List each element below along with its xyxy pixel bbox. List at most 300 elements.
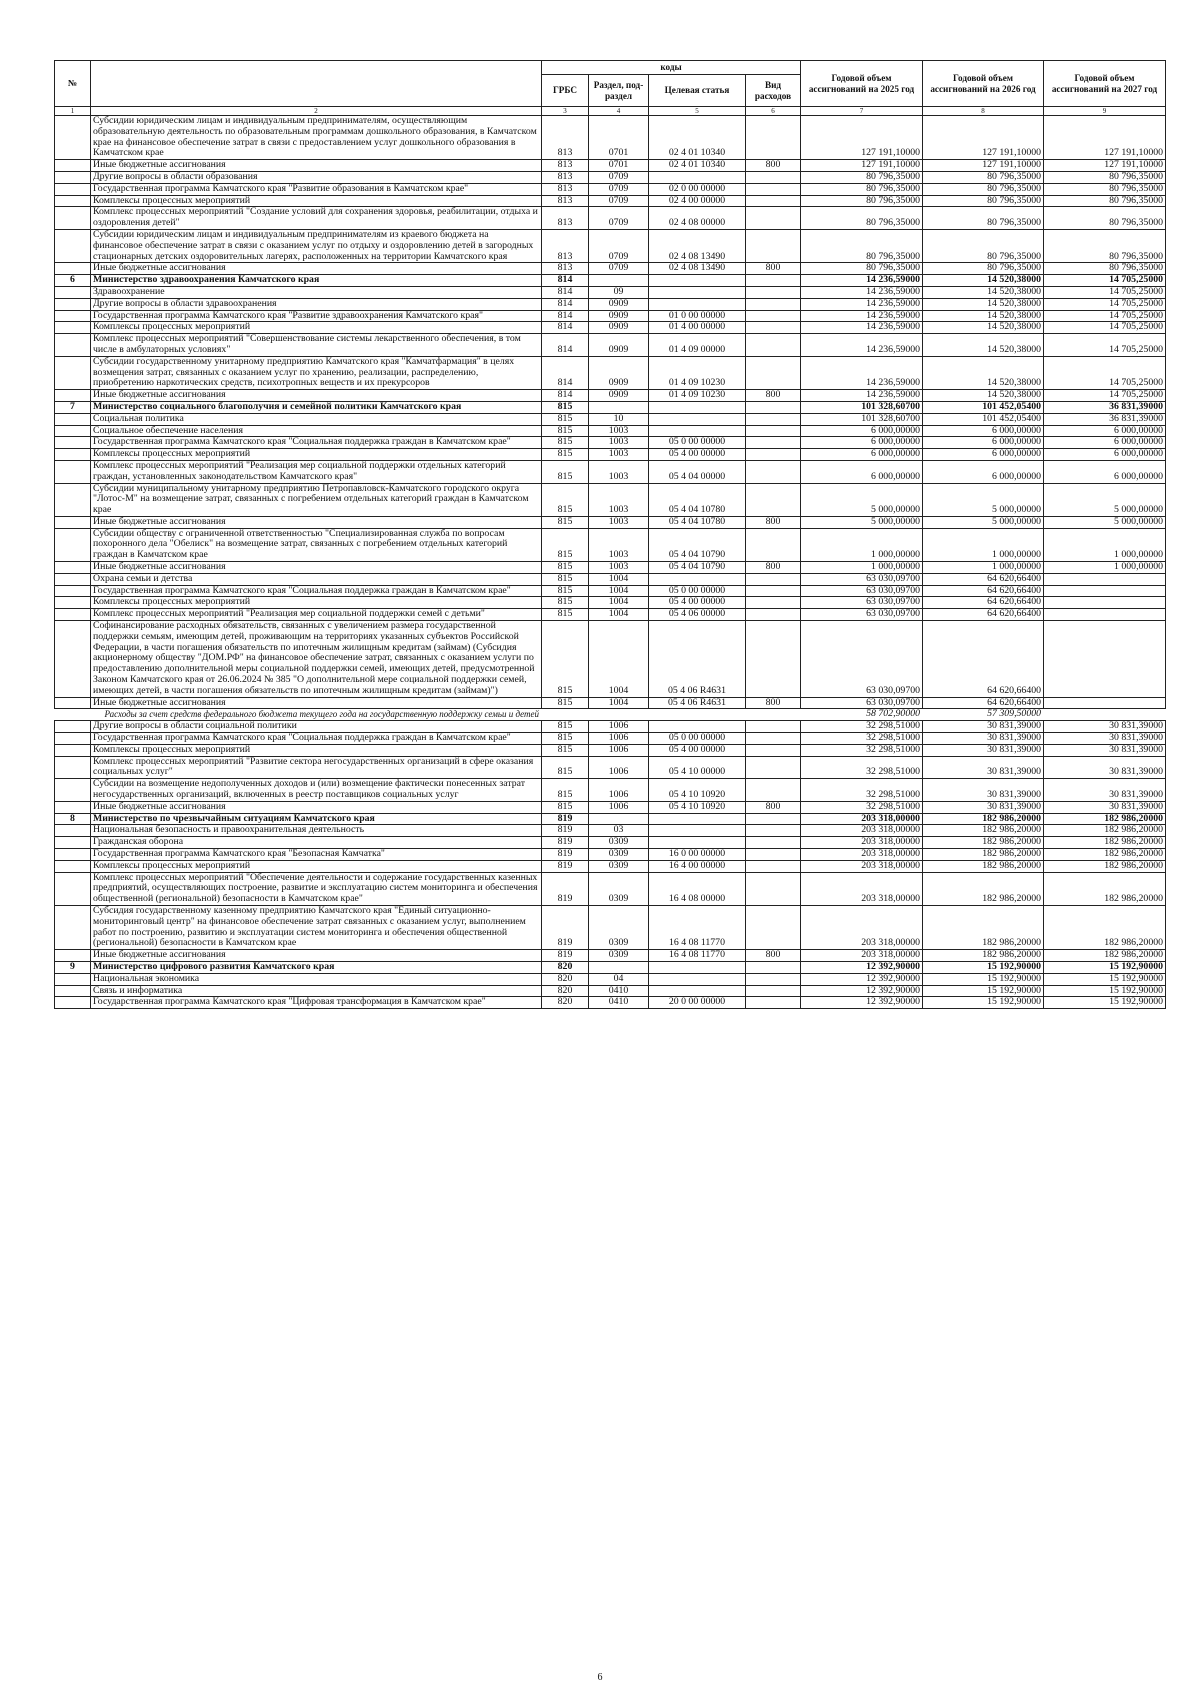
amount-2025: 6 000,00000 bbox=[801, 449, 923, 461]
razdel-code: 0909 bbox=[589, 356, 649, 389]
expense-type-code bbox=[746, 825, 801, 837]
header-2026: Годовой объем ассигнований на 2026 год bbox=[923, 61, 1044, 107]
item-name: Другие вопросы в области образования bbox=[91, 171, 542, 183]
item-name: Охрана семьи и детства bbox=[91, 573, 542, 585]
grbs-code: 819 bbox=[542, 837, 589, 849]
item-name: Субсидия государственному казенному предприятию Камчатского края "Единый ситуационно-мониторинговый центр" на финансовое обеспечение затрат связанных с оказанием услуг, выполнением работ по построению, развитию и эксплуатации систем мониторинга и обеспечения общественной (региональной) безопасности в Камчатском крае bbox=[91, 905, 542, 949]
col-index: 3 bbox=[542, 107, 589, 116]
target-article-code: 02 4 08 13490 bbox=[649, 263, 746, 275]
table-row bbox=[55, 573, 1166, 585]
razdel-code bbox=[589, 709, 649, 721]
razdel-code: 1006 bbox=[589, 744, 649, 756]
row-number bbox=[55, 413, 91, 425]
razdel-code: 10 bbox=[589, 413, 649, 425]
grbs-code: 815 bbox=[542, 483, 589, 516]
target-article-code: 05 4 10 10920 bbox=[649, 779, 746, 802]
target-article-code: 16 0 00 00000 bbox=[649, 849, 746, 861]
amount-2025: 14 236,59000 bbox=[801, 322, 923, 334]
table-row bbox=[55, 286, 1166, 298]
row-number bbox=[55, 849, 91, 861]
expense-type-code: 800 bbox=[746, 950, 801, 962]
item-name: Министерство по чрезвычайным ситуациям Камчатского края bbox=[91, 813, 542, 825]
target-article-code bbox=[649, 825, 746, 837]
target-article-code: 05 4 00 00000 bbox=[649, 449, 746, 461]
expense-type-code bbox=[746, 905, 801, 949]
row-number bbox=[55, 449, 91, 461]
expense-type-code: 800 bbox=[746, 801, 801, 813]
item-name: Комплексы процессных мероприятий bbox=[91, 744, 542, 756]
row-number bbox=[55, 837, 91, 849]
expense-type-code bbox=[746, 985, 801, 997]
amount-2027: 80 796,35000 bbox=[1044, 195, 1166, 207]
amount-2026: 1 000,00000 bbox=[923, 562, 1044, 574]
razdel-code: 1003 bbox=[589, 449, 649, 461]
table-row bbox=[55, 961, 1166, 973]
amount-2027: 6 000,00000 bbox=[1044, 449, 1166, 461]
row-number bbox=[55, 609, 91, 621]
amount-2025: 63 030,09700 bbox=[801, 609, 923, 621]
razdel-code: 1003 bbox=[589, 562, 649, 574]
amount-2026: 14 520,38000 bbox=[923, 356, 1044, 389]
grbs-code: 814 bbox=[542, 310, 589, 322]
row-number bbox=[55, 528, 91, 561]
expense-type-code bbox=[746, 997, 801, 1009]
item-name: Комплекс процессных мероприятий "Совершенствование системы лекарственного обеспечения, в том числе в амбулаторных условиях" bbox=[91, 334, 542, 357]
target-article-code bbox=[649, 286, 746, 298]
target-article-code bbox=[649, 413, 746, 425]
expense-type-code bbox=[746, 310, 801, 322]
amount-2025: 32 298,51000 bbox=[801, 733, 923, 745]
amount-2025: 101 328,60700 bbox=[801, 401, 923, 413]
item-name: Комплексы процессных мероприятий bbox=[91, 322, 542, 334]
expense-type-code bbox=[746, 744, 801, 756]
grbs-code: 813 bbox=[542, 116, 589, 160]
target-article-code bbox=[649, 721, 746, 733]
expense-type-code bbox=[746, 733, 801, 745]
amount-2026: 80 796,35000 bbox=[923, 183, 1044, 195]
expense-type-code bbox=[746, 779, 801, 802]
amount-2026: 64 620,66400 bbox=[923, 585, 1044, 597]
grbs-code: 815 bbox=[542, 744, 589, 756]
razdel-code: 0909 bbox=[589, 390, 649, 402]
target-article-code: 05 4 06 00000 bbox=[649, 609, 746, 621]
row-number bbox=[55, 860, 91, 872]
budget-table-sheet bbox=[54, 60, 1165, 1009]
row-number bbox=[55, 322, 91, 334]
grbs-code: 814 bbox=[542, 334, 589, 357]
target-article-code: 16 4 08 11770 bbox=[649, 950, 746, 962]
target-article-code: 05 4 04 10790 bbox=[649, 562, 746, 574]
grbs-code: 814 bbox=[542, 390, 589, 402]
razdel-code bbox=[589, 813, 649, 825]
amount-2027: 6 000,00000 bbox=[1044, 460, 1166, 483]
table-row bbox=[55, 697, 1166, 709]
row-number bbox=[55, 263, 91, 275]
row-number bbox=[55, 905, 91, 949]
amount-2027: 14 705,25000 bbox=[1044, 310, 1166, 322]
expense-type-code bbox=[746, 116, 801, 160]
table-row bbox=[55, 310, 1166, 322]
target-article-code bbox=[649, 171, 746, 183]
row-number bbox=[55, 756, 91, 779]
amount-2025: 12 392,90000 bbox=[801, 997, 923, 1009]
row-number bbox=[55, 621, 91, 698]
row-number bbox=[55, 573, 91, 585]
item-name: Государственная программа Камчатского края "Развитие здравоохранения Камчатского края" bbox=[91, 310, 542, 322]
amount-2027 bbox=[1044, 697, 1166, 709]
amount-2026: 30 831,39000 bbox=[923, 801, 1044, 813]
target-article-code: 01 4 09 10230 bbox=[649, 356, 746, 389]
target-article-code: 16 4 08 00000 bbox=[649, 872, 746, 905]
amount-2027: 1 000,00000 bbox=[1044, 562, 1166, 574]
row-number bbox=[55, 973, 91, 985]
row-number bbox=[55, 733, 91, 745]
amount-2027: 80 796,35000 bbox=[1044, 171, 1166, 183]
amount-2027: 182 986,20000 bbox=[1044, 905, 1166, 949]
target-article-code: 02 4 01 10340 bbox=[649, 160, 746, 172]
grbs-code: 820 bbox=[542, 997, 589, 1009]
grbs-code: 819 bbox=[542, 813, 589, 825]
amount-2025: 80 796,35000 bbox=[801, 195, 923, 207]
expense-type-code bbox=[746, 401, 801, 413]
grbs-code: 815 bbox=[542, 401, 589, 413]
header-2027: Годовой объем ассигнований на 2027 год bbox=[1044, 61, 1166, 107]
table-row bbox=[55, 425, 1166, 437]
row-number bbox=[55, 597, 91, 609]
row-number bbox=[55, 298, 91, 310]
amount-2027: 36 831,39000 bbox=[1044, 413, 1166, 425]
expense-type-code bbox=[746, 449, 801, 461]
expense-type-code bbox=[746, 621, 801, 698]
razdel-code bbox=[589, 275, 649, 287]
amount-2026: 14 520,38000 bbox=[923, 390, 1044, 402]
expense-type-code bbox=[746, 860, 801, 872]
row-number bbox=[55, 116, 91, 160]
table-row bbox=[55, 801, 1166, 813]
grbs-code: 815 bbox=[542, 585, 589, 597]
amount-2026: 14 520,38000 bbox=[923, 334, 1044, 357]
razdel-code: 1003 bbox=[589, 516, 649, 528]
amount-2026: 14 520,38000 bbox=[923, 286, 1044, 298]
header-statya: Целевая статья bbox=[649, 75, 746, 107]
grbs-code: 819 bbox=[542, 860, 589, 872]
amount-2027: 30 831,39000 bbox=[1044, 744, 1166, 756]
razdel-code: 0709 bbox=[589, 171, 649, 183]
razdel-code: 1004 bbox=[589, 697, 649, 709]
page-number: 6 bbox=[597, 1672, 603, 1683]
row-number: 9 bbox=[55, 961, 91, 973]
row-number bbox=[55, 207, 91, 230]
row-number bbox=[55, 460, 91, 483]
grbs-code: 815 bbox=[542, 562, 589, 574]
amount-2027: 14 705,25000 bbox=[1044, 322, 1166, 334]
grbs-code: 820 bbox=[542, 973, 589, 985]
target-article-code bbox=[649, 985, 746, 997]
item-name: Субсидии юридическим лицам и индивидуальным предпринимателям из краевого бюджета на финансовое обеспечение затрат в связи с оказанием услуг по отдыху и оздоровлению детей в загородных стационарных детских оздоровительных лагерях, расположенных на территории Камчатского края bbox=[91, 229, 542, 262]
amount-2026: 80 796,35000 bbox=[923, 229, 1044, 262]
razdel-code: 0309 bbox=[589, 905, 649, 949]
item-name: Комплекс процессных мероприятий "Развитие сектора негосударственных организаций в сфере оказания социальных услуг" bbox=[91, 756, 542, 779]
amount-2027: 14 705,25000 bbox=[1044, 275, 1166, 287]
amount-2025: 127 191,10000 bbox=[801, 116, 923, 160]
expense-type-code bbox=[746, 756, 801, 779]
amount-2025: 12 392,90000 bbox=[801, 961, 923, 973]
target-article-code: 16 4 00 00000 bbox=[649, 860, 746, 872]
col-index: 7 bbox=[801, 107, 923, 116]
razdel-code: 0701 bbox=[589, 160, 649, 172]
grbs-code: 814 bbox=[542, 298, 589, 310]
row-number bbox=[55, 562, 91, 574]
target-article-code: 01 4 09 10230 bbox=[649, 390, 746, 402]
expense-type-code bbox=[746, 813, 801, 825]
table-row bbox=[55, 756, 1166, 779]
amount-2026: 80 796,35000 bbox=[923, 195, 1044, 207]
grbs-code: 813 bbox=[542, 160, 589, 172]
razdel-code: 0909 bbox=[589, 298, 649, 310]
amount-2025: 80 796,35000 bbox=[801, 183, 923, 195]
target-article-code bbox=[649, 961, 746, 973]
amount-2025: 203 318,00000 bbox=[801, 872, 923, 905]
target-article-code: 05 4 04 00000 bbox=[649, 460, 746, 483]
expense-type-code bbox=[746, 356, 801, 389]
header-codes: коды bbox=[542, 61, 801, 75]
table-row bbox=[55, 872, 1166, 905]
razdel-code: 0709 bbox=[589, 207, 649, 230]
expense-type-code bbox=[746, 413, 801, 425]
row-number bbox=[55, 229, 91, 262]
expense-type-code: 800 bbox=[746, 562, 801, 574]
target-article-code: 05 4 04 10790 bbox=[649, 528, 746, 561]
amount-2025: 5 000,00000 bbox=[801, 483, 923, 516]
row-number bbox=[55, 697, 91, 709]
table-row bbox=[55, 207, 1166, 230]
row-number bbox=[55, 709, 91, 721]
item-name: Государственная программа Камчатского края "Социальная поддержка граждан в Камчатском крае" bbox=[91, 437, 542, 449]
amount-2025: 80 796,35000 bbox=[801, 207, 923, 230]
target-article-code: 05 4 10 10920 bbox=[649, 801, 746, 813]
table-row bbox=[55, 733, 1166, 745]
amount-2025: 14 236,59000 bbox=[801, 310, 923, 322]
amount-2027: 15 192,90000 bbox=[1044, 961, 1166, 973]
razdel-code bbox=[589, 961, 649, 973]
table-header bbox=[55, 61, 1166, 116]
grbs-code: 815 bbox=[542, 756, 589, 779]
amount-2027: 14 705,25000 bbox=[1044, 334, 1166, 357]
item-name: Субсидии муниципальному унитарному предприятию Петропавловск-Камчатского городского округа "Лотос-М" на возмещение затрат, связанных с погребением отдельных категорий граждан в Камчатском крае bbox=[91, 483, 542, 516]
target-article-code: 05 0 00 00000 bbox=[649, 585, 746, 597]
amount-2026: 182 986,20000 bbox=[923, 860, 1044, 872]
amount-2025: 14 236,59000 bbox=[801, 334, 923, 357]
grbs-code: 815 bbox=[542, 460, 589, 483]
table-row bbox=[55, 116, 1166, 160]
amount-2025: 127 191,10000 bbox=[801, 160, 923, 172]
amount-2025: 6 000,00000 bbox=[801, 460, 923, 483]
target-article-code bbox=[649, 275, 746, 287]
target-article-code: 05 4 00 00000 bbox=[649, 744, 746, 756]
target-article-code: 02 0 00 00000 bbox=[649, 183, 746, 195]
expense-type-code bbox=[746, 207, 801, 230]
expense-type-code: 800 bbox=[746, 697, 801, 709]
row-number bbox=[55, 872, 91, 905]
grbs-code: 815 bbox=[542, 609, 589, 621]
amount-2025: 203 318,00000 bbox=[801, 825, 923, 837]
row-number bbox=[55, 160, 91, 172]
amount-2025: 5 000,00000 bbox=[801, 516, 923, 528]
razdel-code: 1006 bbox=[589, 721, 649, 733]
amount-2027: 182 986,20000 bbox=[1044, 825, 1166, 837]
amount-2025: 203 318,00000 bbox=[801, 950, 923, 962]
amount-2025: 1 000,00000 bbox=[801, 528, 923, 561]
item-name: Комплекс процессных мероприятий "Создание условий для сохранения здоровья, реабилитации, отдыха и оздоровления детей" bbox=[91, 207, 542, 230]
item-name: Государственная программа Камчатского края "Развитие образования в Камчатском крае" bbox=[91, 183, 542, 195]
expense-type-code bbox=[746, 849, 801, 861]
amount-2026: 14 520,38000 bbox=[923, 310, 1044, 322]
amount-2027: 14 705,25000 bbox=[1044, 286, 1166, 298]
amount-2026: 14 520,38000 bbox=[923, 275, 1044, 287]
target-article-code bbox=[649, 298, 746, 310]
amount-2025: 14 236,59000 bbox=[801, 356, 923, 389]
amount-2026: 64 620,66400 bbox=[923, 573, 1044, 585]
amount-2025: 63 030,09700 bbox=[801, 697, 923, 709]
amount-2026: 6 000,00000 bbox=[923, 449, 1044, 461]
item-name: Национальная экономика bbox=[91, 973, 542, 985]
amount-2026: 182 986,20000 bbox=[923, 837, 1044, 849]
target-article-code: 01 4 09 00000 bbox=[649, 334, 746, 357]
amount-2025: 6 000,00000 bbox=[801, 425, 923, 437]
razdel-code: 0709 bbox=[589, 263, 649, 275]
row-number bbox=[55, 721, 91, 733]
row-number bbox=[55, 356, 91, 389]
item-name: Комплекс процессных мероприятий "Реализация мер социальной поддержки отдельных категорий граждан, установленных законодательством Камчатского края" bbox=[91, 460, 542, 483]
item-name: Комплекс процессных мероприятий "Обеспечение деятельности и содержание государственных казенных предприятий, осуществляющих построение, развитие и эксплуатацию систем мониторинга и обеспечения общественной (региональной) безопасности в Камчатском крае" bbox=[91, 872, 542, 905]
table-row bbox=[55, 449, 1166, 461]
amount-2026: 57 309,50000 bbox=[923, 709, 1044, 721]
razdel-code: 0701 bbox=[589, 116, 649, 160]
amount-2027: 80 796,35000 bbox=[1044, 229, 1166, 262]
razdel-code: 0709 bbox=[589, 195, 649, 207]
header-razdel: Раздел, под-раздел bbox=[589, 75, 649, 107]
table-row bbox=[55, 322, 1166, 334]
amount-2026: 30 831,39000 bbox=[923, 733, 1044, 745]
expense-type-code bbox=[746, 286, 801, 298]
razdel-code bbox=[589, 401, 649, 413]
amount-2026: 6 000,00000 bbox=[923, 460, 1044, 483]
amount-2026: 15 192,90000 bbox=[923, 973, 1044, 985]
item-name: Национальная безопасность и правоохранительная деятельность bbox=[91, 825, 542, 837]
item-name: Государственная программа Камчатского края "Социальная поддержка граждан в Камчатском крае" bbox=[91, 733, 542, 745]
grbs-code: 819 bbox=[542, 872, 589, 905]
expense-type-code bbox=[746, 573, 801, 585]
amount-2026: 14 520,38000 bbox=[923, 322, 1044, 334]
item-name: Государственная программа Камчатского края "Безопасная Камчатка" bbox=[91, 849, 542, 861]
item-name: Иные бюджетные ассигнования bbox=[91, 263, 542, 275]
row-number bbox=[55, 985, 91, 997]
amount-2025: 203 318,00000 bbox=[801, 860, 923, 872]
item-name: Министерство здравоохранения Камчатского края bbox=[91, 275, 542, 287]
expense-type-code bbox=[746, 709, 801, 721]
table-row bbox=[55, 860, 1166, 872]
grbs-code: 819 bbox=[542, 825, 589, 837]
target-article-code bbox=[649, 973, 746, 985]
amount-2027: 5 000,00000 bbox=[1044, 516, 1166, 528]
table-row bbox=[55, 973, 1166, 985]
amount-2025: 32 298,51000 bbox=[801, 744, 923, 756]
amount-2026: 6 000,00000 bbox=[923, 425, 1044, 437]
table-row bbox=[55, 483, 1166, 516]
target-article-code: 05 4 06 R4631 bbox=[649, 697, 746, 709]
amount-2027: 15 192,90000 bbox=[1044, 997, 1166, 1009]
amount-2027 bbox=[1044, 597, 1166, 609]
amount-2025: 203 318,00000 bbox=[801, 813, 923, 825]
grbs-code: 814 bbox=[542, 275, 589, 287]
item-name: Другие вопросы в области социальной политики bbox=[91, 721, 542, 733]
item-name: Иные бюджетные ассигнования bbox=[91, 160, 542, 172]
expense-type-code bbox=[746, 528, 801, 561]
table-row bbox=[55, 390, 1166, 402]
razdel-code: 1003 bbox=[589, 528, 649, 561]
razdel-code: 0309 bbox=[589, 849, 649, 861]
expense-type-code bbox=[746, 195, 801, 207]
razdel-code: 0909 bbox=[589, 334, 649, 357]
amount-2025: 12 392,90000 bbox=[801, 985, 923, 997]
amount-2025: 58 702,90000 bbox=[801, 709, 923, 721]
amount-2027: 127 191,10000 bbox=[1044, 116, 1166, 160]
header-name bbox=[91, 61, 542, 107]
item-name: Социальная политика bbox=[91, 413, 542, 425]
amount-2026: 30 831,39000 bbox=[923, 721, 1044, 733]
grbs-code: 819 bbox=[542, 849, 589, 861]
table-row bbox=[55, 460, 1166, 483]
amount-2027: 30 831,39000 bbox=[1044, 779, 1166, 802]
table-row bbox=[55, 356, 1166, 389]
expense-type-code bbox=[746, 183, 801, 195]
amount-2026: 182 986,20000 bbox=[923, 872, 1044, 905]
razdel-code: 0410 bbox=[589, 985, 649, 997]
col-index: 9 bbox=[1044, 107, 1166, 116]
amount-2026: 5 000,00000 bbox=[923, 516, 1044, 528]
table-row bbox=[55, 528, 1166, 561]
amount-2027: 80 796,35000 bbox=[1044, 183, 1166, 195]
target-article-code bbox=[649, 709, 746, 721]
row-number bbox=[55, 286, 91, 298]
grbs-code: 814 bbox=[542, 356, 589, 389]
table-row bbox=[55, 437, 1166, 449]
razdel-code: 1004 bbox=[589, 609, 649, 621]
table-row bbox=[55, 905, 1166, 949]
item-name: Здравоохранение bbox=[91, 286, 542, 298]
amount-2026: 182 986,20000 bbox=[923, 825, 1044, 837]
expense-type-code bbox=[746, 837, 801, 849]
razdel-code: 0309 bbox=[589, 837, 649, 849]
header-vid: Вид расходов bbox=[746, 75, 801, 107]
expense-type-code bbox=[746, 437, 801, 449]
target-article-code: 02 4 08 00000 bbox=[649, 207, 746, 230]
amount-2025: 14 236,59000 bbox=[801, 286, 923, 298]
amount-2026: 5 000,00000 bbox=[923, 483, 1044, 516]
amount-2025: 63 030,09700 bbox=[801, 621, 923, 698]
target-article-code: 20 0 00 00000 bbox=[649, 997, 746, 1009]
row-number bbox=[55, 310, 91, 322]
target-article-code: 02 4 01 10340 bbox=[649, 116, 746, 160]
col-index: 5 bbox=[649, 107, 746, 116]
amount-2027: 30 831,39000 bbox=[1044, 801, 1166, 813]
table-row bbox=[55, 413, 1166, 425]
target-article-code: 05 4 00 00000 bbox=[649, 597, 746, 609]
amount-2026: 64 620,66400 bbox=[923, 697, 1044, 709]
target-article-code: 05 0 00 00000 bbox=[649, 437, 746, 449]
amount-2026: 182 986,20000 bbox=[923, 813, 1044, 825]
amount-2025: 203 318,00000 bbox=[801, 837, 923, 849]
